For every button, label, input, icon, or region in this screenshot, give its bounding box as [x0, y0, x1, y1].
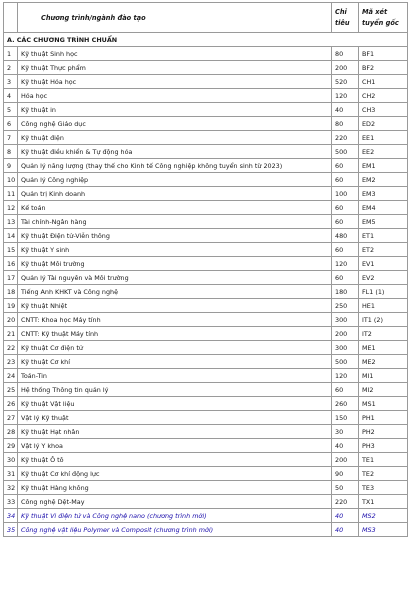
table-row [4, 299, 408, 313]
row-index: 6 [4, 117, 18, 131]
table-row [4, 173, 408, 187]
row-index: 23 [4, 355, 18, 369]
table-row [4, 439, 408, 453]
row-code: PH2 [359, 425, 408, 439]
table-header [4, 3, 408, 33]
table-row [4, 509, 408, 523]
table-row [4, 271, 408, 285]
row-code: EM2 [359, 173, 408, 187]
row-index: 35 [4, 523, 18, 537]
row-quota: 220 [332, 495, 359, 509]
row-program-name: Kỹ thuật Cơ khí động lực [18, 467, 332, 481]
row-index: 8 [4, 145, 18, 159]
row-index: 26 [4, 397, 18, 411]
row-code: ET2 [359, 243, 408, 257]
row-program-name: CNTT: Khoa học Máy tính [18, 313, 332, 327]
row-program-name: Kỹ thuật Hóa học [18, 75, 332, 89]
row-program-name: Kỹ thuật Vật liệu [18, 397, 332, 411]
row-quota: 200 [332, 453, 359, 467]
row-program-name: Công nghệ Dệt-May [18, 495, 332, 509]
table-row [4, 425, 408, 439]
row-program-name: Quản lý năng lượng (thay thế cho Kinh tế Công nghiệp không tuyển sinh từ 2023) [18, 159, 332, 173]
row-index: 29 [4, 439, 18, 453]
table-row [4, 243, 408, 257]
table-row [4, 257, 408, 271]
row-code: TE1 [359, 453, 408, 467]
row-code: EV2 [359, 271, 408, 285]
row-quota: 120 [332, 257, 359, 271]
row-quota: 80 [332, 47, 359, 61]
row-code: EM5 [359, 215, 408, 229]
row-quota: 40 [332, 523, 359, 537]
row-code: ET1 [359, 229, 408, 243]
table-row [4, 103, 408, 117]
row-index: 13 [4, 215, 18, 229]
table-row [4, 495, 408, 509]
table-row [4, 369, 408, 383]
table-row [4, 187, 408, 201]
row-index: 27 [4, 411, 18, 425]
row-index: 7 [4, 131, 18, 145]
header-program: Chương trình/ngành đào tạo [18, 3, 332, 33]
row-index: 11 [4, 187, 18, 201]
header-capacity: Chỉ tiêu [332, 3, 359, 33]
row-index: 2 [4, 61, 18, 75]
admissions-table [3, 2, 408, 537]
table-row [4, 341, 408, 355]
table-row [4, 411, 408, 425]
row-code: TE3 [359, 481, 408, 495]
row-quota: 50 [332, 481, 359, 495]
row-code: MI2 [359, 383, 408, 397]
table-row [4, 159, 408, 173]
table-row [4, 229, 408, 243]
row-program-name: Kỹ thuật in [18, 103, 332, 117]
row-quota: 300 [332, 313, 359, 327]
table-body [4, 33, 408, 537]
row-quota: 500 [332, 355, 359, 369]
row-program-name: CNTT: Kỹ thuật Máy tính [18, 327, 332, 341]
row-program-name: Vật lý Kỹ thuật [18, 411, 332, 425]
row-quota: 150 [332, 411, 359, 425]
row-index: 31 [4, 467, 18, 481]
table-row [4, 523, 408, 537]
row-program-name: Kỹ thuật Hạt nhân [18, 425, 332, 439]
row-code: BF1 [359, 47, 408, 61]
section-row [4, 33, 408, 47]
table-row [4, 467, 408, 481]
table-row [4, 327, 408, 341]
row-code: ME1 [359, 341, 408, 355]
row-program-name: Quản lý Tài nguyên và Môi trường [18, 271, 332, 285]
row-index: 14 [4, 229, 18, 243]
row-code: PH3 [359, 439, 408, 453]
row-code: EE2 [359, 145, 408, 159]
table-row [4, 481, 408, 495]
row-index: 10 [4, 173, 18, 187]
row-quota: 250 [332, 299, 359, 313]
row-index: 22 [4, 341, 18, 355]
row-quota: 120 [332, 89, 359, 103]
row-program-name: Kỹ thuật Cơ điện tử [18, 341, 332, 355]
row-index: 34 [4, 509, 18, 523]
row-code: EV1 [359, 257, 408, 271]
row-program-name: Kỹ thuật Sinh học [18, 47, 332, 61]
row-program-name: Vật lý Y khoa [18, 439, 332, 453]
row-code: EM3 [359, 187, 408, 201]
row-index: 16 [4, 257, 18, 271]
row-program-name: Kỹ thuật Hàng không [18, 481, 332, 495]
row-index: 25 [4, 383, 18, 397]
header-row [4, 3, 408, 33]
row-quota: 30 [332, 425, 359, 439]
row-program-name: Kỹ thuật Điện tử-Viễn thông [18, 229, 332, 243]
row-code: MS1 [359, 397, 408, 411]
row-program-name: Kỹ thuật Y sinh [18, 243, 332, 257]
table-row [4, 47, 408, 61]
row-program-name: Hóa học [18, 89, 332, 103]
row-quota: 200 [332, 61, 359, 75]
header-index [4, 3, 18, 33]
table-row [4, 285, 408, 299]
row-code: ME2 [359, 355, 408, 369]
row-quota: 180 [332, 285, 359, 299]
table-row [4, 89, 408, 103]
row-program-name: Tiếng Anh KHKT và Công nghệ [18, 285, 332, 299]
row-index: 21 [4, 327, 18, 341]
table-row [4, 201, 408, 215]
row-quota: 60 [332, 383, 359, 397]
row-quota: 120 [332, 369, 359, 383]
row-index: 28 [4, 425, 18, 439]
row-program-name: Quản lý Công nghiệp [18, 173, 332, 187]
row-index: 3 [4, 75, 18, 89]
row-program-name: Quản trị Kinh doanh [18, 187, 332, 201]
row-code: FL1 (1) [359, 285, 408, 299]
table-row [4, 397, 408, 411]
row-quota: 220 [332, 131, 359, 145]
row-program-name: Kỹ thuật điều khiển & Tự động hóa [18, 145, 332, 159]
row-code: HE1 [359, 299, 408, 313]
table-row [4, 453, 408, 467]
row-program-name: Kỹ thuật Cơ khí [18, 355, 332, 369]
row-code: MI1 [359, 369, 408, 383]
row-quota: 200 [332, 327, 359, 341]
row-quota: 260 [332, 397, 359, 411]
row-quota: 60 [332, 173, 359, 187]
table-row [4, 75, 408, 89]
admissions-table-container [3, 2, 407, 537]
row-index: 12 [4, 201, 18, 215]
row-code: EM4 [359, 201, 408, 215]
row-program-name: Kỹ thuật điện [18, 131, 332, 145]
row-index: 4 [4, 89, 18, 103]
section-title: A. CÁC CHƯƠNG TRÌNH CHUẨN [4, 33, 408, 47]
row-index: 1 [4, 47, 18, 61]
row-program-name: Kỹ thuật Vi điện tử và Công nghệ nano (chương trình mới) [18, 509, 332, 523]
table-row [4, 117, 408, 131]
row-program-name: Kỹ thuật Thực phẩm [18, 61, 332, 75]
row-quota: 40 [332, 509, 359, 523]
row-program-name: Toán-Tin [18, 369, 332, 383]
row-quota: 80 [332, 117, 359, 131]
row-quota: 100 [332, 187, 359, 201]
row-program-name: Tài chính-Ngân hàng [18, 215, 332, 229]
table-row [4, 355, 408, 369]
row-quota: 480 [332, 229, 359, 243]
header-code: Mã xét tuyển gốc [359, 3, 408, 33]
row-quota: 60 [332, 243, 359, 257]
row-program-name: Kế toán [18, 201, 332, 215]
row-index: 33 [4, 495, 18, 509]
table-row [4, 215, 408, 229]
row-program-name: Kỹ thuật Ô tô [18, 453, 332, 467]
row-program-name: Hệ thống Thông tin quản lý [18, 383, 332, 397]
row-code: BF2 [359, 61, 408, 75]
row-quota: 60 [332, 271, 359, 285]
row-index: 20 [4, 313, 18, 327]
row-code: EE1 [359, 131, 408, 145]
row-program-name: Kỹ thuật Nhiệt [18, 299, 332, 313]
row-code: MS3 [359, 523, 408, 537]
row-program-name: Kỹ thuật Môi trường [18, 257, 332, 271]
table-row [4, 131, 408, 145]
row-index: 30 [4, 453, 18, 467]
row-code: IT2 [359, 327, 408, 341]
row-code: MS2 [359, 509, 408, 523]
row-code: CH3 [359, 103, 408, 117]
row-code: ED2 [359, 117, 408, 131]
row-quota: 300 [332, 341, 359, 355]
row-quota: 60 [332, 201, 359, 215]
row-program-name: Công nghệ vật liệu Polymer và Composit (chương trình mới) [18, 523, 332, 537]
row-code: CH1 [359, 75, 408, 89]
row-quota: 500 [332, 145, 359, 159]
row-code: TX1 [359, 495, 408, 509]
row-code: PH1 [359, 411, 408, 425]
row-index: 15 [4, 243, 18, 257]
row-quota: 60 [332, 159, 359, 173]
row-quota: 40 [332, 439, 359, 453]
row-quota: 40 [332, 103, 359, 117]
row-index: 32 [4, 481, 18, 495]
row-program-name: Công nghệ Giáo dục [18, 117, 332, 131]
row-index: 19 [4, 299, 18, 313]
row-index: 9 [4, 159, 18, 173]
row-index: 18 [4, 285, 18, 299]
row-index: 5 [4, 103, 18, 117]
row-code: CH2 [359, 89, 408, 103]
row-code: IT1 (2) [359, 313, 408, 327]
row-code: TE2 [359, 467, 408, 481]
table-row [4, 61, 408, 75]
table-row [4, 145, 408, 159]
row-quota: 90 [332, 467, 359, 481]
table-row [4, 383, 408, 397]
row-code: EM1 [359, 159, 408, 173]
row-quota: 60 [332, 215, 359, 229]
table-row [4, 313, 408, 327]
row-index: 17 [4, 271, 18, 285]
row-index: 24 [4, 369, 18, 383]
row-quota: 520 [332, 75, 359, 89]
